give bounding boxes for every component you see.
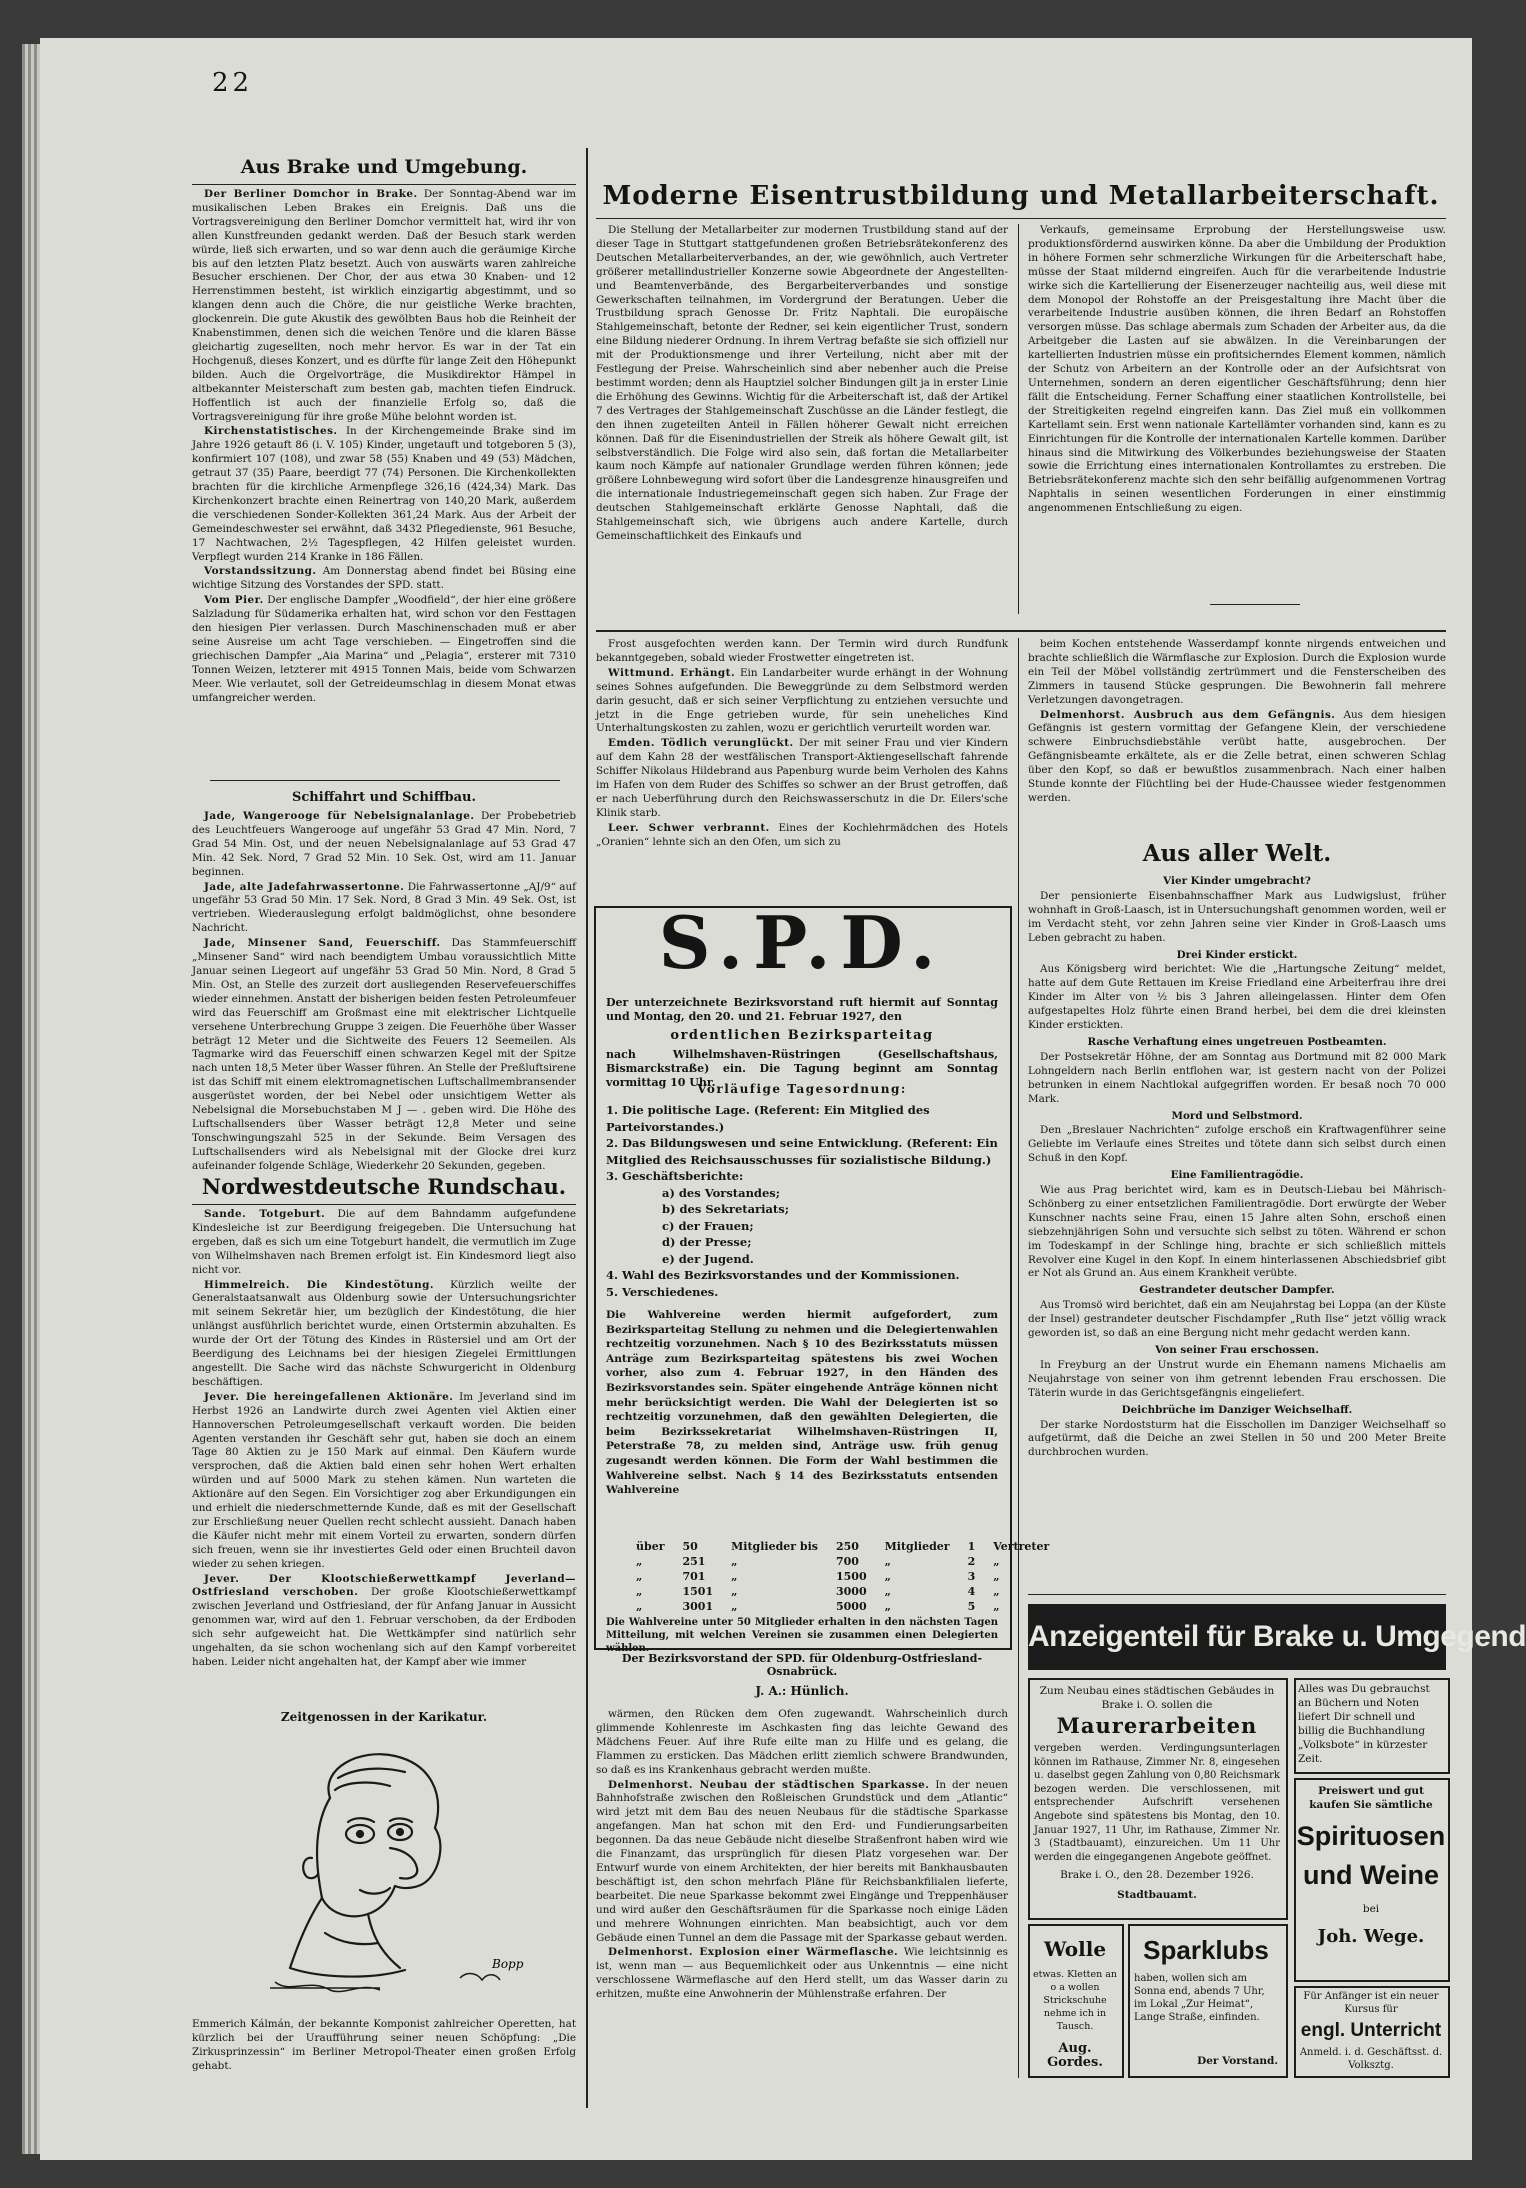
article-paragraph [192,188,576,424]
article-paragraph [192,1208,576,1278]
cartoon-heading: Zeitgenossen in der Karikatur. [280,1710,488,1724]
spd-table-cell: 1501 [682,1585,714,1598]
ad-maurer-date: Brake i. O., den 28. Dezember 1926. [1060,1869,1254,1881]
article-subheading: Vier Kinder umgebracht? [1163,875,1311,887]
spd-table-cell: „ [731,1555,738,1568]
article-text: In der neuen Bahnhofstraße zwischen den Roßleischen Grundstück und dem „Atlantic“ wird jetzt mit dem Bau des neuen Neubaus für die städtische Sparkasse angefangen. Man hat schon mit den Erd- und Fundierungsarbeiten begonnen. Da das neue Gebäude nicht dieselbe Straßenfront haben wird wie die Finanzamt, das ursprünglich für diesen Platz vorgesehen war. Der Entwurf wurde von einem Architekten, der hier bereits mit Bankhausbauten beschäftigt ist, den schon mehrfach Pläne für Reichsbankfilialen lieferte, bearbeitet. Die neue Sparkasse bekommt zwei Eingänge und Treppenhäuser und wird außer den Geschäftsräumen für die Sparkasse noch einige Läden und mehrere Wohnungen einrichten. Man beabsichtigt, auch vor dem Gebäude einen Tunnel an dem die Passage mit der Sparkasse gebaut werden. [596,1778,1009,1944]
ad-spirit-big1: Spirituosen [1296,1821,1446,1851]
spd-agenda-item: 2. Das Bildungswesen und seine Entwicklung. (Referent: Ein Mitglied des Reichsausschusses für sozialistische Bildung.) [606,1136,998,1167]
article-text: Kürzlich weilte der Generalstaatsanwalt aus Oldenburg sowie der Untersuchungsrichter mit seinem Sekretär hier, um bezüglich der Kindestötung, die hier unlängst ausführlich berichtet wurde, einen Ortstermin abzuhalten. Es wurde der Ort der Tötung des Kindes in Rüstersiel und am Ort der Beerdigung des Leichnams bei der hiesigen Ziegelei Ermittlungen angestellt. Die Sache wird das nächste Schwurgericht in Oldenburg beschäftigen. [192,1278,576,1388]
article-paragraph [1028,1359,1446,1401]
article-subheading: Von seiner Frau erschossen. [1155,1344,1319,1356]
article-text: Eines der Kochlehrmädchen des Hotels „Oranien“ lehnte sich an den Ofen, um sich zu [596,821,1008,848]
spd-signed: Der Bezirksvorstand der SPD. für Oldenburg-Ostfriesland-Osnabrück. [621,1652,983,1678]
article-text: Den „Breslauer Nachrichten“ zufolge erschoß ein Kraftwagenführer seine Geliebte im Verlaufe eines Streites und tötete dann sich selbst durch einen Schuß in den Kopf. [1028,1124,1446,1165]
ad-sparklubs-sign: Der Vorstand. [1197,2055,1278,2067]
ad-unterricht-text: Anmeld. i. d. Geschäftsst. d. Volksztg. [1299,2047,1443,2071]
article-text: Der starke Nordoststurm hat die Eisschollen im Danziger Weichselhaff so aufgetürmt, daß die Deiche an zwei Stellen in 50 und 200 Meter Breite durchbrochen wurden. [1028,1418,1446,1459]
page-number: 22 [212,68,254,98]
nw-articles [192,1208,576,1678]
spd-table-cell: 50 [682,1540,698,1553]
spd-agenda-item: d) der Presse; [662,1235,752,1249]
article-paragraph [192,810,576,880]
cartoon-signature: Bopp [492,1957,524,1971]
article-text: Aus Königsberg wird berichtet: Wie die „Hartungsche Zeitung“ meldet, hatte auf dem Gute Rettauen im Kreise Friedland eine Arbeiterfrau ihre drei Kinder im Alter von ½ bis 3 Jahren alleingelassen. Hinter dem Ofen aufgestapeltes Holz führte einen Brand herbei, bei dem die drei kleinsten Kinder erstickten. [1028,963,1446,1032]
article-text: Der Sonntag-Abend war im musikalischen Leben Brakes ein Ereignis. Daß uns die Vortragsvereinigung den Berliner Domchor vermittelt hat, wird ihr von allen Kunstfreunden gedankt werden. Daß der Besuch stark werden würde, ließ sich erwarten, und so war denn auch die geräumige Kirche bis auf den letzten Platz besetzt. Auch von auswärts waren zahlreiche Besucher erschienen. Der Chor, der aus etwa 30 Knaben- und 12 Herrenstimmen besteht, ist wirklich einzigartig abgestimmt, und so klangen denn auch die Chöre, die nur geistliche Werke brachten, glockenrein. Die gute Akustik des gewölbten Baus hob die Reinheit der Knabenstimmen, denen sich die weichen Tenöre und die klaren Bässe gleichartig zugesellten, noch mehr hervor. Es war in der Tat ein Hochgenuß, dieses Konzert, und es dürfte für lange Zeit den Höhepunkt bilden. Auch die Orgelvorträge, die Musikdirektor Hämpel in altbekannter Meisterschaft zum besten gab, machten tiefen Eindruck. Hoffentlich ist auch der finanzielle Erfolg so, daß die Vortragsvereinigung für ihre große Mühe belohnt worden ist. [192,188,576,423]
spd-table-cell: 5 [967,1600,976,1613]
spd-table-cell: Mitglieder bis [731,1540,818,1553]
ad-maurer-intro: Zum Neubau eines städtischen Gebäudes in Brake i. O. sollen die [1039,1685,1275,1711]
spd-table-cell: „ [993,1555,1000,1568]
ad-wolle-title: Wolle [1043,1937,1107,1961]
article-paragraph [1028,709,1446,806]
ad-maurer-text: vergeben werden. Verdingungsunterlagen können im Rathause, Zimmer Nr. 8, eingesehen u. daselbst gegen Zahlung von 0,80 Reichsmark bezogen werden. Die verschlossenen, mit entsprechender Aufschrift versehenen Angebote sind spätestens bis Montag, den 10. Januar 1927, 11 Uhr, im Rathause, Zimmer Nr. 3 (Stadtbauamt), einzureichen. Um 11 Uhr werden die eingegangenen Angebote geöffnet. [1034,1743,1280,1863]
article-text: beim Kochen entstehende Wasserdampf konnte nirgends entweichen und brachte schließlich die Wärmflasche zur Explosion. Durch die Explosion wurde ein Teil der Möbel vollständig zertrümmert und die Fensterscheiben des Zimmers in tausend Stücke gesprungen. Die Bewohnerin fall mehrere Verletzungen davongetragen. [1028,638,1446,706]
spd-table-cell: 1 [967,1540,976,1553]
welt-heading: Aus aller Welt. [1142,840,1332,867]
ad-spirit-from: bei [1362,1903,1380,1915]
spd-table-row [628,1570,1057,1583]
spd-table-cell: 250 [835,1540,859,1553]
article-paragraph [596,1779,1008,1946]
article-lead: Delmenhorst. Ausbruch aus dem Gefängnis. [1040,708,1336,721]
spd-body: Die Wahlvereine werden hiermit aufgefordert, zum Bezirksparteitag Stellung zu nehmen und die Delegiertenwahlen rechtzeitig vorzunehmen. Nach § 10 des Bezirksstatuts müssen Anträge zum Bezirksparteitag spätestens bis zwei Wochen vorher, also zum 4. Februar 1927, in den Händen des Bezirksvorstandes sein. Später eingehende Anträge können nicht mehr berücksichtigt werden. Die Wahl der Delegierten ist so rechtzeitig vorzunehmen, daß den gewählten Delegierten, die beim Bezirkssekretariat Wilhelmshaven-Rüstringen II, Peterstraße 78, zu melden sind, Anträge usw. früh genug zugesandt werden können. Die Form der Wahl bestimmen die Wahlvereine selbst. Nach § 14 des Bezirksstatuts entsenden Wahlvereine [606,1309,998,1497]
spd-table-cell: 701 [682,1570,706,1583]
ad-unterricht-intro: Für Anfänger ist ein neuer Kursus für [1303,1991,1439,2015]
article-lead: Delmenhorst. Neubau der städtischen Sparkasse. [608,1778,930,1791]
spd-table-cell: 251 [682,1555,706,1568]
ad-spirit-intro: Preiswert und gut kaufen Sie sämtliche [1309,1785,1433,1811]
article-paragraph [1028,1299,1446,1341]
article-paragraph [1028,1051,1446,1107]
article-lead: Der Berliner Domchor in Brake. [204,188,418,200]
article-paragraph [192,1279,576,1390]
spd-location: nach Wilhelmshaven-Rüstringen (Gesellschaftshaus, Bismarckstraße) ein. Die Tagung beginnt am Sonntag vormittag 10 Uhr. [606,1048,998,1089]
spd-table-cell: „ [993,1585,1000,1598]
article-lead: Vom Pier. [204,594,264,607]
article-paragraph [1028,1419,1446,1461]
article-text: wärmen, den Rücken dem Ofen zugewandt. Wahrscheinlich durch glimmende Kohlenreste im Aschkasten fing das leichte Gewand des Mädchens Feuer. Auf ihre Rufe eilte man zu Hilfe und es gelang, die Flammen zu ersticken. Das Mädchen erlitt ziemlich schwere Brandwunden, so daß es ins Krankenhaus gebracht werden mußte. [596,1708,1008,1776]
article-subheading: Drei Kinder erstickt. [1176,948,1298,961]
article-text: Der mit seiner Frau und vier Kindern auf dem Kahn 28 der westfälischen Transport-Aktiengesellschaft fahrende Schiffer Nikolaus Hildebrand aus Papenburg wurde beim Verholen des Kahns im Hafen von dem Ruder des Schiffes so schwer an der Brust getroffen, daß er nach Ueberführung durch den Reichswasserschutz in die Dr. Eilers'sche Klinik starb. [596,737,1009,819]
welt-articles [1028,872,1446,1594]
nw-heading: Nordwestdeutsche Rundschau. [201,1174,567,1199]
article-subheading: Mord und Selbstmord. [1171,1109,1303,1122]
spd-agenda-item: 3. Geschäftsberichte: [606,1169,744,1183]
spd-signed-name: J. A.: Hünlich. [755,1684,849,1698]
ad-spirit-name: Joh. Wege. [1317,1926,1425,1947]
spd-agenda-item: c) der Frauen; [662,1218,754,1233]
article-lead: Emden. Tödlich verunglückt. [608,737,794,750]
article-paragraph [192,881,576,937]
article-paragraph [192,1573,576,1670]
newspaper-page [40,38,1526,2160]
spd-table-cell: „ [884,1600,891,1613]
spd-agenda-item: 5. Verschiedenes. [606,1284,719,1299]
article-lead: Delmenhorst. Explosion einer Wärmeflasche. [608,1946,899,1959]
spd-table-cell: 700 [835,1555,859,1568]
article-subheading: Deichbrüche im Danziger Weichselhaff. [1121,1403,1353,1416]
spd-table-cell: „ [636,1585,643,1598]
spd-agenda-item: e) der Jugend. [662,1251,754,1266]
spd-title: S.P.D. [658,900,946,985]
spd-table-cell: „ [731,1585,738,1598]
article-paragraph [596,737,1008,820]
article-paragraph [192,425,576,564]
spd-table-cell: 5000 [835,1600,867,1613]
spd-table-cell: 1500 [835,1570,867,1583]
spd-table-row [628,1585,1057,1598]
article-text: Der Probebetrieb des Leuchtfeuers Wangerooge auf ungefähr 53 Grad 47 Min. Nord, 7 Grad 54 Min. Ost, und der neuen Nebelsignalanlage auf 53 Grad 47 Min. 42 Sek. Nord, 7 Grad 52 Min. 10 Sek. Ost, wird am 11. Januar beginnen. [192,810,576,878]
article-text: Das Stammfeuerschiff „Minsener Sand“ wird nach beendigtem Umbau voraussichtlich Mitte Januar seinen Liegeort auf ungefähr 53 Grad 50 Min. Nord, 8 Grad 5 Min. Ost, an Stelle des zurzeit dort ausliegenden Reservefeuerschiffes wieder einnehmen. Anstatt der bisherigen beiden festen Petroleumfeuer wird das Feuerschiff am Großmast eine mit elektrischer Lichtquelle versehene Unterbrechung Gruppe 3 zeigen. Die Feuerhöhe über Wasser beträgt 12 Meter und die Sichtweite des Feuers 12 Seemeilen. Als Tagmarke wird das Feuerschiff einen schwarzen Kegel mit der Spitze nach unten 18,5 Meter über Wasser führen. An Stelle der Preßluftsirene ist das Schiff mit einem elektromagnetischen Luftschallmembransender ausgerüstet worden, der bei Nebel oder unsichtigem Wetter als Nebelsignal die Morsebuchstaben M J — . geben wird. Die Höhe des Luftschallsenders über Wasser beträgt 12,8 Meter und seine Tonschwingungszahl 525 in der Sekunde. Beim Versagen des Luftschallsenders wird als Nebelsignal mit der Glocke drei kurz aufeinander folgende Schläge, Wiederkehr 20 Sekunden, gegeben. [192,937,576,1172]
ad-sparklubs-text: haben, wollen sich am Sonna end, abends 7 Uhr, im Lokal „Zur Heimat“, Lange Straße, einfinden. [1134,1973,1265,2023]
spd-agenda-item: a) des Vorstandes; [662,1185,781,1200]
article-paragraph [192,565,576,593]
top-article-heading: Moderne Eisentrustbildung und Metallarbeiterschaft. [602,181,1440,211]
spd-delegate-table [626,1538,1059,1615]
article-paragraph [1028,638,1446,708]
ad-banner: Anzeigenteil für Brake u. Umgegend [1028,1604,1446,1670]
article-paragraph [192,937,576,1173]
spd-table-cell: über [636,1540,665,1553]
cartoon-caption: Emmerich Kálmán, der bekannte Komponist zahlreicher Operetten, hat kürzlich bei der Uraufführung seiner neuen Schöpfung: „Die Zirkusprinzessin“ im Berliner Metropol-Theater einen großen Erfolg gehabt. [192,2018,576,2072]
article-paragraph [596,667,1008,737]
spd-table-cell: 2 [967,1555,976,1568]
article-text: Die Fahrwassertonne „AJ/9“ auf ungefähr 53 Grad 50 Min. 17 Sek. Nord, 8 Grad 3 Min. 49 Sek. Ost, ist vertrieben. Wiederauslegung erfolgt baldmöglichst, ohne besondere Nachricht. [192,880,576,935]
article-text: Wie aus Prag berichtet wird, kam es in Deutsch-Liebau bei Mährisch-Schönberg zu einer entsetzlichen Familientragödie. Dort erwürgte der Weber Kunschner nachts seine Frau, einen 15 Jahre alten Sohn, erschoß einen siebzehnjährigen Sohn und versuchte sich selbst zu töten. Während er schon im Todeskampf in der Schlinge hing, brachte er sich schließlich mittels Revolver eine Kugel in den Kopf. In einem hinterlassenen Abschiedsbrief gibt er Not als Grund an. Aus einem Krankheit verübte. [1028,1184,1446,1280]
article-text: In der Kirchengemeinde Brake sind im Jahre 1926 getauft 86 (i. V. 105) Kinder, ungetauft und totgeboren 5 (3), konfirmiert 107 (108), und zwar 58 (55) Knaben und 49 (53) Mädchen, getraut 37 (35) Paare, beerdigt 77 (74) Personen. Die Kirchenkollekten brachten für die kirchliche Armenpflege 326,16 (424,34) Mark. Das Kirchenkonzert brachte einen Reinertrag von 140,20 Mark, außerdem die verschiedenen Sonder-Kollekten 361,24 Mark. Aus der Arbeit der Gemeindeschwester sei erwähnt, daß 3432 Pflegedienste, 961 Besuche, 17 Nachtwachen, 2½ Tagespflegen, 42 Hilfen geleistet wurden. Verpflegt wurden 214 Kranke in 186 Fällen. [192,425,576,563]
spd-table-cell: 3 [967,1570,976,1583]
article-lead: Jade, alte Jadefahrwassertonne. [204,880,405,893]
article-paragraph [1028,963,1446,1033]
article-subheading: Gestrandeter deutscher Dampfer. [1139,1284,1335,1297]
news-col-middle-top [596,638,1008,908]
spd-table-cell: „ [636,1555,643,1568]
section-heading-brake: Aus Brake und Umgebung. [240,156,528,178]
top-article-col1: Die Stellung der Metallarbeiter zur modernen Trustbildung stand auf der dieser Tage in Stuttgart stattgefundenen großen Betriebsrätekonferenz des Deutschen Metallarbeiterverbandes, an der, wie gewöhnlich, auch Vertreter größerer metallindustrieller Konzerne sowie Abgeordnete der Angestellten- und Beamtenverbände, des Bergarbeiterverbandes und sonstige Gewerkschaften teilnahmen, im Vordergrund der Beratungen. Ueber die Trustbildung sprach Genosse Dr. Fritz Naphtali. Die europäische Stahlgemeinschaft, betonte der Redner, sei kein eigentlicher Trust, sondern eine Bildung niederer Ordnung. In ihrem Vertrag befaßte sie sich offiziell nur mit der Produktionsmenge und ihrer Verteilung, nicht aber mit der Festlegung der Preise. Wahrscheinlich sind aber nebenher auch die Preise bestimmt worden; denn als Hauptziel solcher Bindungen gilt ja in erster Linie die Erhöhung des Gewinns. Wichtig für die Arbeiterschaft ist, daß der Artikel 7 des Vertrages der Stahlgemeinschaft Zuschüsse an die Länder festlegt, die den ihnen zugeteilten Anteil in Fällen höherer Gewalt nicht erreichen können. Daß für die Eisenindustriellen der Streik als höhere Gewalt gilt, ist selbstverständlich. Die Folge wird also sein, daß fortan die Metallarbeiter kaum noch Kämpfe auf nationaler Grundlage werden führen können; jede größere Lohnbewegung wird sofort über die Landesgrenze hinausgreifen und die internationale Industriegemeinschaft gegen sich haben. Zur Frage der deutschen Stahlgemeinschaft erklärte Genosse Naphtali, daß die Stahlgemeinschaft sich, wie übrigens auch andere Kartelle, durch Gemeinschaftlichkeit des Einkaufs und [596,224,1008,542]
news-col-right-top [1028,638,1446,844]
spd-table-cell: „ [884,1555,891,1568]
spd-table-row [628,1555,1057,1568]
article-text: Aus dem hiesigen Gefängnis ist gestern vormittag der Gefangene Klein, der verschiedene schwere Einbruchsdiebstähle verübt hatte, ausgebrochen. Der Gefängnisbeamte erkältete, als er die Zelle betrat, einen schweren Schlag über den Kopf, so daß er bewußtlos zusammenbrach. Nach einer halben Stunde konnte der Flüchtling bei der Hude-Chaussee wieder festgenommen werden. [1028,708,1446,804]
spd-agenda-item: 4. Wahl des Bezirksvorstandes und der Kommissionen. [606,1268,960,1282]
ad-spirit-big2: und Weine [1302,1860,1439,1890]
article-text: Im Jeverland sind im Herbst 1926 an Landwirte durch zwei Agenten viel Aktien einer Hannoverschen Petroleumgesellschaft verkauft worden. Die beiden Agenten verstanden ihr Geschäft sehr gut, haben sie doch an einem Tage 80 Aktien zu je 150 Mark auf einmal. Den Käufern wurde versprochen, daß die Aktien bald einen sehr hohen Wert erhalten würden und auf 5000 Mark zu stehen kämen. Nun warteten die Aktionäre auf den Segen. Ein Vorsichtiger zog aber Erkundigungen ein und erhielt die niederschmetternde Kunde, daß es mit der Gesellschaft zur Erschließung neuer Quellen recht schlecht aussieht. Danach haben die Käufer nicht mehr mit einem Vorteil zu erwarten, sondern dürfen sich freuen, wenn sie ihr investiertes Geld oder einen Bruchteil davon wieder zu sehen kriegen. [192,1390,576,1570]
spd-agenda-item: 1. Die politische Lage. (Referent: Ein Mitglied des Parteivorstandes.) [606,1103,930,1134]
article-text: Am Donnerstag abend findet bei Büsing eine wichtige Sitzung des Vorstandes der SPD. statt. [192,565,576,592]
article-paragraph [1028,1184,1446,1281]
article-paragraph [1028,1124,1446,1166]
article-lead: Kirchenstatistisches. [204,425,338,438]
article-paragraph [596,822,1008,850]
ad-maurer-title: Maurerarbeiten [1056,1713,1258,1738]
article-lead: Jever. Die hereingefallenen Aktionäre. [204,1390,454,1403]
spd-table-cell: 3000 [835,1585,867,1598]
article-lead: Leer. Schwer verbrannt. [608,821,770,834]
spd-table-cell: Mitglieder [884,1540,950,1553]
article-lead: Sande. Totgeburt. [204,1208,326,1220]
article-text: Der englische Dampfer „Woodfield“, der hier eine größere Salzladung für Südamerika erhalten hat, wird schon vor den Festtagen den hiesigen Pier verlassen. Durch Maschinenschaden muß er aber seine Ausreise um acht Tage verschieben. — Eingetroffen sind die griechischen Dampfer „Aia Marina“ und „Pelagia“, ersterer mit 7310 Tonnen Weizen, letzterer mit 4915 Tonnen Mais, beide vom Schwarzen Meer. Wie verlautet, soll der Getreideumschlag in diesem Monat etwas umfangreicher werden. [192,594,576,704]
article-paragraph [596,1708,1008,1778]
spd-intro: Der unterzeichnete Bezirksvorstand ruft hiermit auf Sonntag und Montag, den 20. und 21. Februar 1927, den [606,996,998,1023]
article-lead: Jever. Der Klootschießerwettkampf Jeverland—Ostfriesland verschoben. [192,1572,576,1599]
spd-table-cell: „ [993,1570,1000,1583]
article-text: Der pensionierte Eisenbahnschaffner Mark aus Ludwigslust, früher wohnhaft in Groß-Laasch, ist in Untersuchungshaft genommen worden, weil er im Verdacht steht, vor zehn Jahren seine vier Kinder in Groß-Laasch ums Leben gebracht zu haben. [1028,889,1447,944]
spd-agenda-item: b) des Sekretariats; [662,1202,789,1216]
article-paragraph [596,1946,1008,2002]
ad-maurer-sign: Stadtbauamt. [1117,1889,1197,1901]
article-lead: Jade, Minsener Sand, Feuerschiff. [204,937,441,950]
article-text: Frost ausgefochten werden kann. Der Termin wird durch Rundfunk bekanntgegeben, sobald wieder Frostwetter eingetreten ist. [596,638,1008,664]
article-subheading: Rasche Verhaftung eines ungetreuen Postbeamten. [1087,1035,1387,1048]
ad-buecher-text: Alles was Du gebrauchst an Büchern und Noten liefert Dir schnell und billig die Buchhandlung „Volksbote“ in kürzester Zeit. [1298,1683,1430,1765]
ad-wolle-name: Aug. Gordes. [1047,2041,1103,2070]
spd-table-cell: „ [884,1570,891,1583]
spd-table-cell: „ [731,1600,738,1613]
article-lead: Himmelreich. Die Kindestötung. [204,1278,435,1291]
article-text: Aus Tromsö wird berichtet, daß ein am Neujahrstag bei Loppa (an der Küste der Insel) gestrandeter deutscher Fischdampfer „Ruth Ilse“ jetzt völlig wrack geworden ist, so daß an eine Bergung nicht mehr gedacht werden kann. [1028,1299,1446,1340]
spd-agenda [606,1102,998,1302]
spd-table-cell: „ [993,1600,1000,1613]
spd-table-cell: 3001 [682,1600,714,1613]
article-paragraph [192,594,576,705]
article-text: In Freyburg an der Unstrut wurde ein Ehemann namens Michaelis am Neujahrstage von seiner von ihm getrennt lebenden Frau erschossen. Die Täterin wurde in das Gerichtsgefängnis eingeliefert. [1028,1358,1446,1399]
spd-table-cell: 4 [967,1585,976,1598]
spd-event: ordentlichen Bezirksparteitag [670,1028,934,1043]
shipping-articles [192,810,576,1172]
spd-table-cell: „ [636,1600,643,1613]
spd-table-cell: „ [884,1585,891,1598]
article-paragraph [1028,890,1446,946]
spd-table-cell: „ [731,1570,738,1583]
article-subheading: Eine Familientragödie. [1170,1169,1304,1182]
article-text: Ein Landarbeiter wurde erhängt in der Wohnung seines Sohnes aufgefunden. Die Beweggründe zu dem Selbstmord werden darin gesucht, daß er sich seiner Verpflichtung zu entziehen versuchte und jetzt in die Enge getrieben wurde, für sein uneheliches Kind Unterhaltungskosten zu zahlen, wozu er gerichtlich verurteilt worden war. [596,666,1008,735]
page-edge [22,44,42,2154]
article-paragraph [596,638,1008,666]
spd-footer: Die Wahlvereine unter 50 Mitglieder erhalten in den nächsten Tagen Mitteilung, mit welchen Vereinen sie zusammen einen Delegierten wählen. [606,1617,998,1654]
article-lead: Jade, Wangerooge für Nebelsignalanlage. [204,810,475,822]
spd-table-cell: „ [636,1570,643,1583]
shipping-heading: Schiffahrt und Schiffbau. [292,790,476,805]
news-col-middle-bottom [596,1708,1008,2088]
article-lead: Vorstandssitzung. [204,565,317,578]
top-article-col2: Verkaufs, gemeinsame Erprobung der Herstellungsweise usw. produktionsfördernd auswirken könne. Da aber die Umbildung der Produktion in höhere Formen sehr schmerzliche Wirkungen für die Arbeiterschaft habe, müsse der Staat mildernd eingreifen. Auch für die verarbeitende Industrie wirke sich die Kartellierung der Eisenerzeuger nachteilig aus, weil diese mit dem Monopol der Rohstoffe an der Preisgestaltung ihre Macht über die verarbeitende Industrie ausüben können, die ihren Bedarf an Rohstoffen versorgen müsse. Das schlage abermals zum Schaden der Arbeiter aus, da die Arbeitgeber die Lasten auf sie abwälzen. In die Vereinbarungen der kartellierten Industrien müsse ein profitsicherndes Element kommen, nämlich der Schutz von Arbeitern an der Kontrolle oder an der Aufsichtsrat von Unternehmen, sondern an deren eigentlicher Geschäftsführung; denn hier fällt die Entscheidung. Ferner Schaffung einer staatlichen Kontrollstelle, bei der Streitigkeiten regelnd eingreifen kann. Das Ziel muß ein vollkommen Kartellamt sein. Erst wenn nationale Kartellämter vorhanden sind, kann es zu Einrichtungen für die Kontrolle der internationalen Kartelle kommen. Darüber hinaus sind die Mitwirkung des Völkerbundes beziehungsweise der Staaten sowie die Errichtung eines internationalen Kontrollamtes zu erstreben. Die Betriebsrätekonferenz machte sich den sehr beifällig aufgenommenen Vortrag Naphtalis in seinen wesentlichen Forderungen in einer einstimmig angenommenen Entschließung zu eigen. [1028,224,1446,515]
caricature-illustration [230,1738,530,2008]
article-text: Der große Klootschießerwettkampf zwischen Jeverland und Ostfriesland, der für Anfang Januar in Aussicht genommen war, wird auf den 1. Februar verschoben, da der Erdboden sich sehr aufgeweicht hat. Die Wettkämpfer sind natürlich sehr ungehalten, da sie schon wochenlang sich auf den Kampf vorbereitet haben. Leider nicht angehalten hat, der Kampf aber wie immer [192,1586,576,1668]
ad-wolle-text: etwas. Kletten an o a wollen Strickschuhe nehme ich in Tausch. [1032,1969,1118,2032]
spd-table-cell: Vertreter [993,1540,1050,1553]
brake-articles [192,188,576,770]
article-text: Wie leichtsinnig es ist, wenn man — aus Bequemlichkeit oder aus Unkenntnis — eine nicht verschlossene Wärmeflasche auf den Herd stellt, um das Wasser darin zu erhitzen, mußte eine Anwohnerin der Mühlenstraße erfahren. Der [596,1946,1008,2001]
article-text: Die auf dem Bahndamm aufgefundene Kindesleiche ist zur Beerdigung freigegeben. Die Untersuchung hat ergeben, daß es sich um eine Totgeburt handelt, die vermutlich im Zuge von Wilhelmshaven nach Bremen erfolgt ist. Ein Kindesmord liegt also nicht vor. [192,1208,576,1276]
ad-unterricht-big: engl. Unterricht [1300,2020,1442,2041]
spd-agenda-heading: Vorläufige Tagesordnung: [697,1082,907,1096]
spd-table-row [628,1600,1057,1613]
spd-table-row [628,1540,1057,1553]
ad-sparklubs-title: Sparklubs [1143,1935,1269,1965]
article-lead: Wittmund. Erhängt. [608,666,736,679]
article-text: Der Postsekretär Höhne, der am Sonntag aus Dortmund mit 82 000 Mark Lohngeldern nach Berlin entflohen war, ist gestern nacht von der Polizei betrunken in einem Nachtlokal aufgegriffen worden. Er besaß noch 70 000 Mark. [1028,1050,1446,1105]
article-paragraph [192,1391,576,1572]
